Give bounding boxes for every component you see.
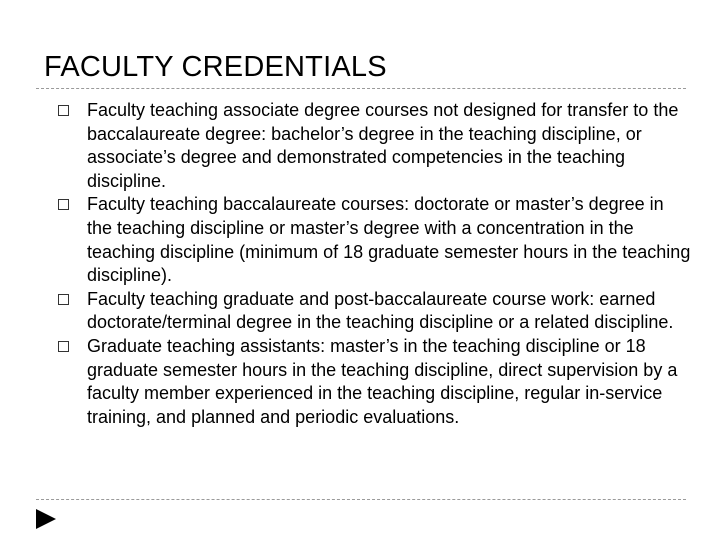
bullet-item [58, 99, 692, 193]
bullet-text: Faculty teaching graduate and post-baccalaureate course work: earned doctorate/terminal degree in the teaching discipline or a related discipline. [87, 288, 674, 333]
bullet-list [58, 99, 692, 429]
bullet-text: Faculty teaching baccalaureate courses: doctorate or master’s degree in the teaching discipline or master’s degree with a concentration in the teaching discipline (minimum of 18 graduate semester hours in the teaching discipline). [87, 194, 691, 286]
bullet-item [58, 288, 692, 335]
bullet-text: Graduate teaching assistants: master’s in the teaching discipline or 18 graduate semester hours in the teaching discipline, direct supervision by a faculty member experienced in the teaching discipline, regular in-service training, and planned and periodic evaluations. [87, 335, 678, 427]
footer-divider [36, 499, 686, 500]
bullet-text: Faculty teaching associate degree courses not designed for transfer to the baccalaureate degree: bachelor’s degree in the teaching discipline, or associate’s degree and demonstrated competencies in the teaching discipline. [87, 100, 679, 191]
checkbox-square-icon [58, 341, 69, 352]
checkbox-square-icon [58, 105, 69, 116]
bullet-item [58, 335, 692, 429]
title-divider [36, 88, 686, 89]
bullet-item [58, 193, 692, 287]
checkbox-square-icon [58, 294, 69, 305]
slide-title: FACULTY CREDENTIALS [44, 51, 387, 83]
play-arrow-icon[interactable] [34, 508, 58, 530]
checkbox-square-icon [58, 199, 69, 210]
